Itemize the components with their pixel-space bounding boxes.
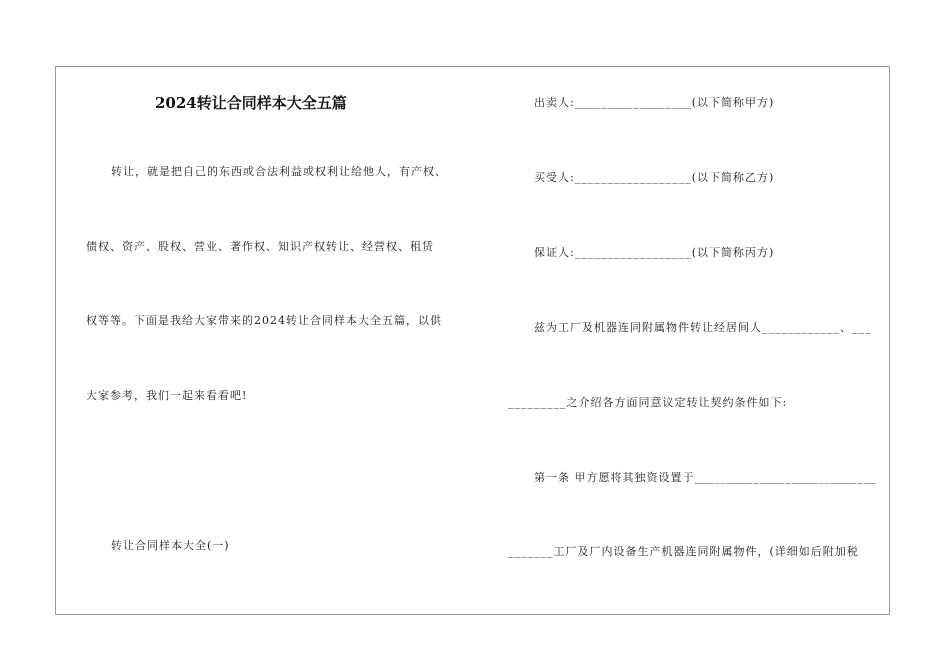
intro-line-2: 债权、资产、股权、营业、著作权、知识产权转让、经营权、租赁 [86,240,434,253]
contract-line-1: 兹为工厂及机器连同附属物件转让经居间人____________、___ [534,321,872,334]
section-heading: 转让合同样本大全(一) [111,539,230,552]
guarantor-line: 保证人:__________________(以下简称丙方) [534,246,775,259]
document-page [55,66,890,615]
intro-line-1: 转让，就是把自己的东西或合法利益或权利让给他人，有产权、 [111,165,447,178]
contract-line-2: _________之介绍各方面同意议定转让契约条件如下: [508,396,788,409]
article-one-line-1: 第一条 甲方愿将其独资设置于____________________________ [534,471,877,484]
article-one-line-2: _______工厂及厂内设备生产机器连同附属物件，(详细如后附加税 [508,545,859,558]
intro-line-4: 大家参考，我们一起来看看吧! [86,389,248,402]
seller-line: 出卖人:__________________(以下简称甲方) [534,96,775,109]
buyer-line: 买受人:__________________(以下简称乙方) [534,171,775,184]
intro-line-3: 权等等。下面是我给大家带来的2024转让合同样本大全五篇，以供 [86,314,442,327]
document-title: 2024转让合同样本大全五篇 [155,94,347,112]
